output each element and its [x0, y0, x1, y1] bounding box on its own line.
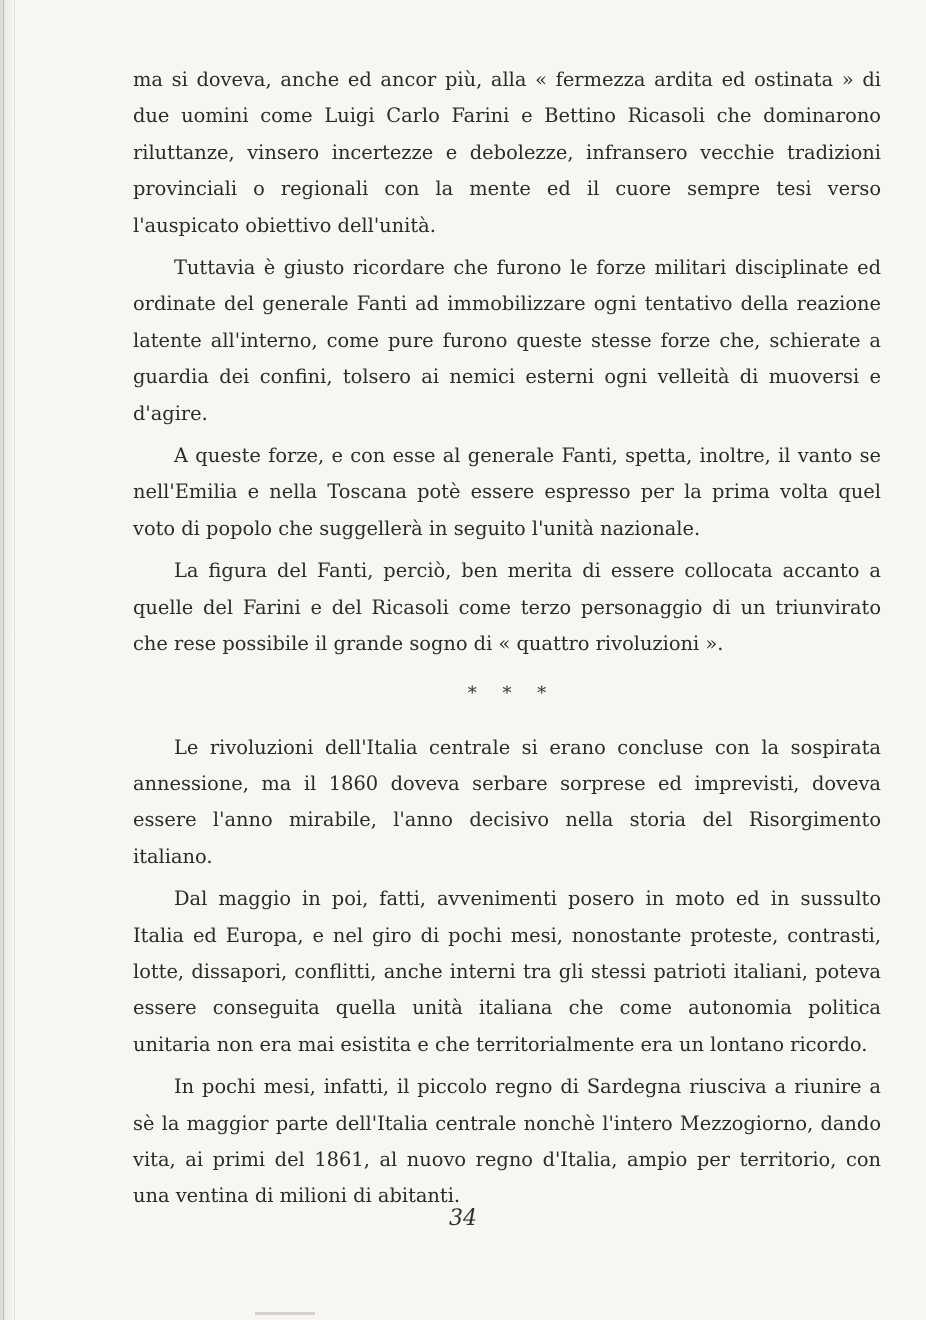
page-binding-edge — [0, 0, 15, 1320]
paragraph-may: Dal maggio in poi, fatti, avvenimenti posero in moto ed in sussulto Italia ed Europa, e nel giro di pochi mesi, nonostante proteste, contrasti, lotte, dissapori, conflitti, anche interni tra gli stessi patrioti italiani, poteva essere conseguita quella unità italiana che come autonomia politica unitaria non era mai esistita e che territorialmente era un lontano ricordo. — [133, 887, 881, 1056]
paragraph-continued: ma si doveva, anche ed ancor più, alla « fermezza ardita ed ostinata » di due uomini come Luigi Carlo Farini e Bettino Ricasoli che dominarono riluttanze, vinsero incertezze e debolezze, infransero vecchie tradizioni provinciali o regionali con la mente ed il cuore sempre tesi verso l'auspicato obiettivo dell'unità. — [133, 68, 881, 237]
section-separator: * * * — [467, 682, 557, 704]
scan-mark — [255, 1312, 315, 1315]
paragraph-fanti-forces: Tuttavia è giusto ricordare che furono le forze militari disciplinate ed ordinate del generale Fanti ad immobilizzare ogni tentativo della reazione latente all'interno, come pure furono queste stesse forze che, schierate a guardia dei confini, tolsero ai nemici esterni ogni velleità di muoversi e d'agire. — [133, 256, 881, 425]
binding-line — [3, 0, 4, 1320]
paragraph-1860: Le rivoluzioni dell'Italia centrale si erano concluse con la sospirata annessione, ma il 1860 doveva serbare sorprese ed imprevisti, doveva essere l'anno mirabile, l'anno decisivo nella storia del Risorgimento italiano. — [133, 735, 881, 868]
page-body — [133, 62, 881, 1215]
paragraph-vote: A queste forze, e con esse al generale Fanti, spetta, inoltre, il vanto se nell'Emilia e nella Toscana potè essere espresso per la prima volta quel voto di popolo che suggellerà in seguito l'unità nazionale. — [133, 444, 881, 540]
paragraph-kingdom: In pochi mesi, infatti, il piccolo regno di Sardegna riusciva a riunire a sè la maggior parte dell'Italia centrale nonchè l'intero Mezzogiorno, dando vita, ai primi del 1861, al nuovo regno d'Italia, ampio per territorio, con una ventina di milioni di abitanti. — [133, 1075, 881, 1208]
paragraph-triumvirate: La figura del Fanti, perciò, ben merita di essere collocata accanto a quelle del Farini e del Ricasoli come terzo personaggio di un triunvirato che rese possibile il grande sogno di « quattro rivoluzioni ». — [133, 559, 881, 656]
page-number: 34 — [449, 1206, 477, 1231]
